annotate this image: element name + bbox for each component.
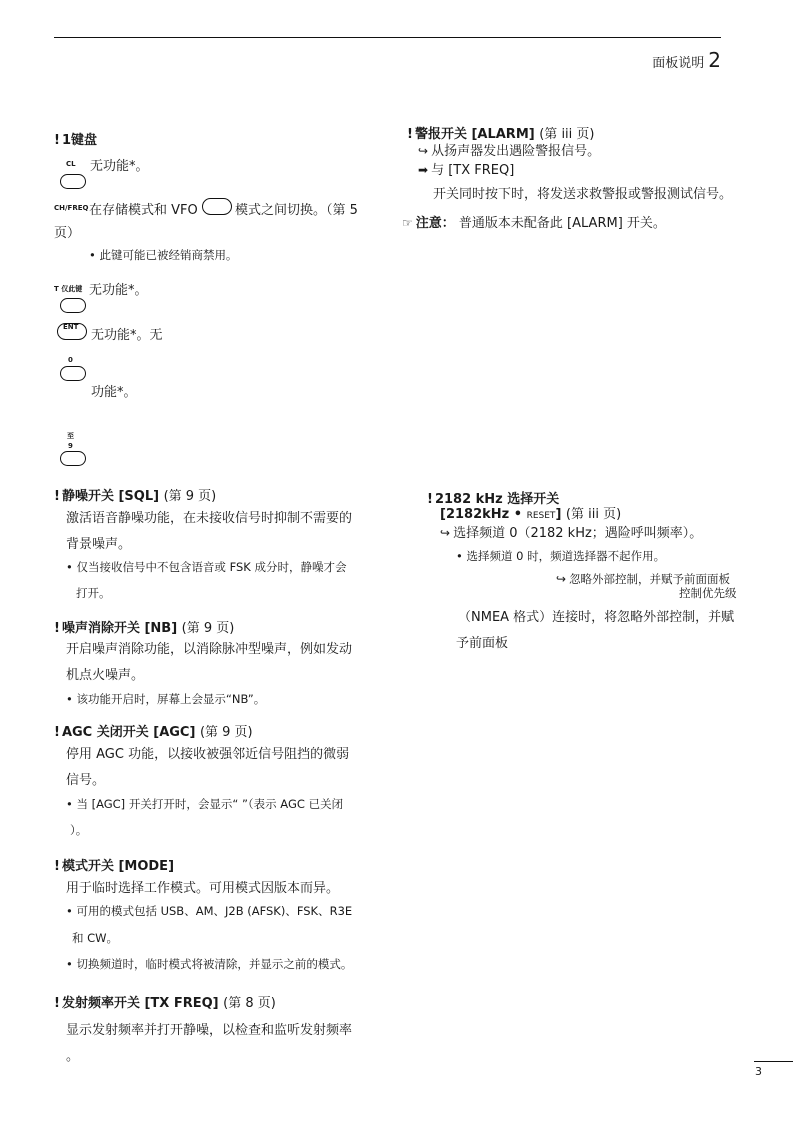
txfreq-page-ref: (第 8 页) bbox=[223, 996, 276, 1011]
sql-note-2: 打开。 bbox=[76, 586, 111, 600]
mode-title: 模式开关 [MODE] bbox=[61, 859, 175, 874]
mode-note-2: 和 CW。 bbox=[72, 931, 119, 945]
chapter-title: 面板说明 bbox=[652, 56, 705, 71]
alarm-page-ref: (第 iii 页) bbox=[539, 127, 595, 142]
chapter-number: 2 bbox=[708, 48, 721, 72]
alarm-line-1 bbox=[418, 140, 600, 159]
sql-line-2: 背景噪声。 bbox=[66, 537, 132, 552]
txfreq-line-1: 显示发射频率并打开静噪，以检查和监听发射频率 bbox=[66, 1023, 353, 1038]
header-rule bbox=[54, 37, 721, 38]
pointing-hand-icon: ☞ bbox=[402, 216, 413, 230]
agc-title: AGC 关闭开关 [AGC] bbox=[61, 725, 196, 740]
mode-note-3: • 切换频道时，临时模式将被清除，并显示之前的模式。 bbox=[66, 957, 353, 971]
chfreq-key-desc: 在存储模式和 VFO bbox=[89, 203, 198, 218]
mode-note-1: • 可用的模式包括 USB、AM、J2B (AFSK)、FSK、R3E bbox=[66, 904, 353, 918]
k2182-arrow-line-2: 控制优先级 bbox=[679, 586, 737, 600]
alarm-line-2-text: 与 [TX FREQ] bbox=[431, 163, 515, 178]
agc-line-1: 停用 AGC 功能，以接收被强邻近信号阻挡的微弱 bbox=[66, 747, 350, 762]
nb-title: 噪声消除开关 [NB] bbox=[61, 621, 178, 636]
k2182-subheading bbox=[440, 503, 621, 522]
cl-key-label: CL bbox=[66, 160, 76, 168]
sql-page-ref: (第 9 页) bbox=[163, 489, 217, 504]
exclamation-icon: ! bbox=[54, 859, 60, 874]
k2182-arrow-line-text: 忽略外部控制，并赋予前面面板 bbox=[569, 572, 731, 586]
alarm-note-text: 普通版本未配备此 [ALARM] 开关。 bbox=[458, 216, 666, 231]
keypad-heading bbox=[54, 129, 97, 148]
zero-key-label: 0 bbox=[68, 356, 73, 364]
k2182-line-1 bbox=[440, 522, 702, 541]
chfreq-key-label: CH/FREQ bbox=[54, 204, 89, 212]
nb-line-2: 机点火噪声。 bbox=[66, 668, 145, 683]
k2182-note-1: • 选择频道 0 时，频道选择器不起作用。 bbox=[456, 549, 666, 563]
zero-key-desc: 功能*。 bbox=[91, 385, 137, 400]
agc-line-2: 信号。 bbox=[66, 773, 106, 788]
nb-note-1: • 该功能开启时，屏幕上会显示“NB”。 bbox=[66, 692, 266, 706]
exclamation-icon: ! bbox=[54, 489, 60, 504]
alarm-note-label: 注意： bbox=[415, 216, 455, 231]
vfo-key-button[interactable] bbox=[202, 198, 232, 215]
exclamation-icon: ! bbox=[427, 492, 433, 507]
sql-heading bbox=[54, 485, 216, 504]
reset-label: RESET bbox=[526, 511, 556, 521]
sql-title: 静噪开关 [SQL] bbox=[61, 489, 160, 504]
ent-key-label: ENT bbox=[63, 323, 79, 331]
k2182-nmea-line-2: 予前面板 bbox=[456, 636, 509, 651]
hook-arrow-icon: ↪ bbox=[556, 572, 567, 586]
nb-heading bbox=[54, 617, 234, 636]
k2182-subtitle-close: ] bbox=[555, 507, 562, 522]
chfreq-note: • 此键可能已被经销商禁用。 bbox=[89, 248, 238, 262]
right-arrow-icon: ➡ bbox=[418, 163, 429, 177]
k2182-subtitle: [2182kHz • bbox=[440, 507, 523, 522]
footer-rule bbox=[754, 1061, 793, 1062]
alarm-line-1-text: 从扬声器发出遇险警报信号。 bbox=[431, 144, 601, 159]
exclamation-icon: ! bbox=[407, 127, 413, 142]
keypad-title: 1键盘 bbox=[61, 133, 97, 148]
alarm-note bbox=[402, 212, 666, 231]
alarm-title: 警报开关 [ALARM] bbox=[414, 127, 535, 142]
k2182-page-ref: (第 iii 页) bbox=[565, 507, 622, 522]
k2182-title: 2182 kHz 选择开关 bbox=[434, 492, 560, 507]
agc-page-ref: (第 9 页) bbox=[199, 725, 253, 740]
mode-line-1: 用于临时选择工作模式。可用模式因版本而异。 bbox=[66, 881, 340, 896]
hook-arrow-icon: ↪ bbox=[418, 144, 429, 158]
agc-heading bbox=[54, 721, 253, 740]
exclamation-icon: ! bbox=[54, 621, 60, 636]
exclamation-icon: ! bbox=[54, 725, 60, 740]
cl-key-desc: 无功能*。 bbox=[90, 159, 149, 174]
sql-line-1: 激活语音静噪功能，在未接收信号时抑制不需要的 bbox=[66, 511, 353, 526]
nb-line-1: 开启噪声消除功能，以消除脉冲型噪声，例如发动 bbox=[66, 642, 353, 657]
mode-heading bbox=[54, 855, 174, 874]
txfreq-line-2: 。 bbox=[66, 1049, 80, 1064]
ent-key-desc: 无功能*。无 bbox=[91, 328, 163, 343]
t-key-button[interactable] bbox=[60, 298, 86, 313]
chfreq-key-desc-2: 模式之间切换。（第 5 bbox=[235, 203, 358, 218]
hook-arrow-icon: ↪ bbox=[440, 526, 451, 540]
t-key-desc: 无功能*。 bbox=[89, 283, 148, 298]
k2182-line-1-text: 选择频道 0（2182 kHz；遇险呼叫频率）。 bbox=[453, 526, 703, 541]
exclamation-icon: ! bbox=[54, 133, 60, 148]
alarm-line-2 bbox=[418, 159, 514, 178]
exclamation-icon: ! bbox=[54, 996, 60, 1011]
txfreq-title: 发射频率开关 [TX FREQ] bbox=[61, 996, 219, 1011]
k2182-nmea-line: （NMEA 格式）连接时，将忽略外部控制，并赋 bbox=[458, 610, 735, 625]
nine-key-label: 9 bbox=[68, 442, 73, 450]
page-number: 3 bbox=[755, 1065, 762, 1078]
ent-key-button[interactable] bbox=[57, 323, 87, 340]
sql-note-1: • 仅当接收信号中不包含语音或 FSK 成分时，静噪才会 bbox=[66, 560, 347, 574]
zero-key-button[interactable] bbox=[60, 366, 86, 381]
t-key-label: T 仅此键 bbox=[54, 285, 83, 293]
nine-key-button[interactable] bbox=[60, 451, 86, 466]
alarm-line-3: 开关同时按下时，将发送求救警报或警报测试信号。 bbox=[433, 187, 733, 202]
chfreq-key-desc-3: 页） bbox=[54, 226, 81, 241]
agc-note-1: • 当 [AGC] 开关打开时，会显示“ ”（表示 AGC 已关闭 bbox=[66, 797, 344, 811]
agc-note-2: ）。 bbox=[70, 823, 88, 837]
cl-key-button[interactable] bbox=[60, 174, 86, 189]
chapter-header bbox=[652, 48, 721, 72]
to-label: 至 bbox=[67, 432, 74, 440]
nb-page-ref: (第 9 页) bbox=[181, 621, 235, 636]
txfreq-heading bbox=[54, 992, 276, 1011]
